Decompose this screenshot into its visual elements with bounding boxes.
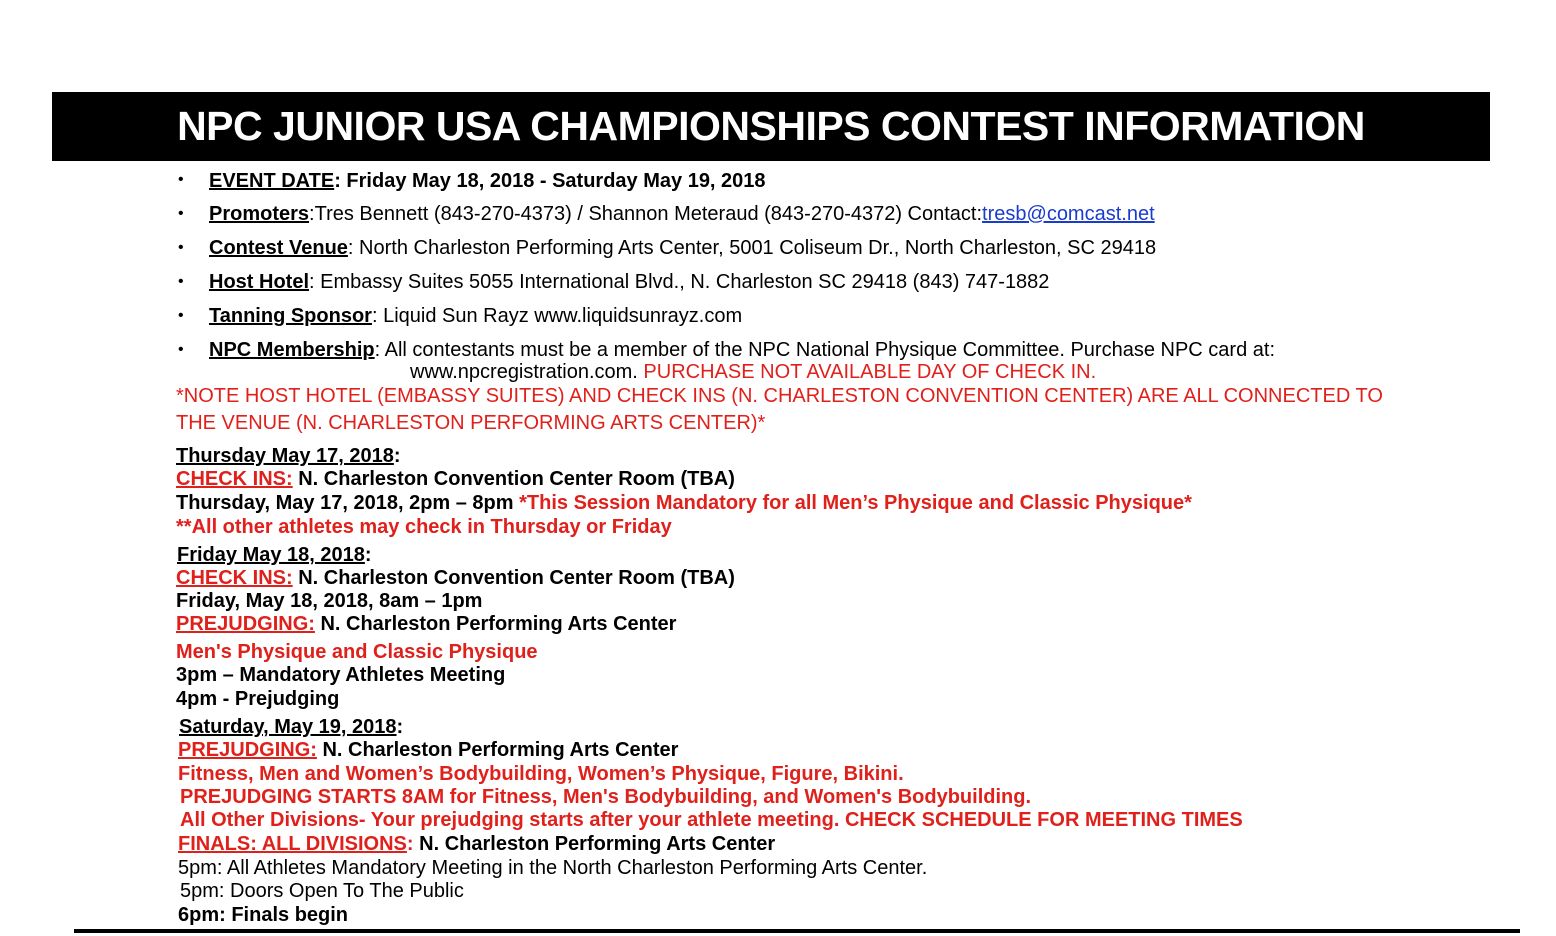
saturday-date: Saturday, May 19, 2018	[179, 716, 397, 738]
saturday-other-divisions	[180, 808, 1243, 832]
friday-prejudging-label: PREJUDGING:	[176, 613, 315, 635]
friday-checkins-label: CHECK INS:	[176, 567, 293, 589]
membership-value: : All contestants must be a member of the NPC National Physique Committee. Purchase NPC card at:	[374, 339, 1275, 361]
event-date-line	[209, 169, 766, 193]
friday-divisions: Men's Physique and Classic Physique	[176, 641, 538, 663]
tanning-line	[209, 304, 742, 328]
bullet: •	[178, 239, 184, 256]
thursday-time: Thursday, May 17, 2018, 2pm – 8pm	[176, 492, 520, 514]
saturday-prejudging-line	[178, 738, 678, 762]
bottom-divider	[74, 929, 1520, 933]
friday-heading	[177, 543, 372, 567]
thursday-checkins-line	[176, 467, 735, 491]
venue-label: Contest Venue	[209, 237, 348, 259]
finals-place: N. Charleston Performing Arts Center	[413, 833, 776, 855]
thursday-time-line	[176, 491, 1192, 515]
hotel-label: Host Hotel	[209, 271, 309, 293]
colon: :	[406, 833, 414, 855]
saturday-heading	[179, 715, 403, 739]
friday-prejudging-time: 4pm - Prejudging	[176, 688, 340, 710]
contact-email-link[interactable]: tresb@comcast.net	[982, 203, 1155, 225]
saturday-prejudging-label: PREJUDGING:	[178, 739, 317, 761]
hotel-value: : Embassy Suites 5055 International Blvd., N. Charleston SC 29418 (843) 747-1882	[309, 271, 1050, 293]
thursday-others-note: **All other athletes may check in Thursday or Friday	[176, 516, 672, 538]
saturday-athlete-meeting: 5pm: All Athletes Mandatory Meeting in the North Charleston Performing Arts Center.	[178, 857, 928, 879]
membership-url: www.npcregistration.com.	[410, 361, 638, 383]
saturday-prejudging-start: PREJUDGING STARTS 8AM for Fitness, Men's Bodybuilding, and Women's Bodybuilding.	[180, 786, 1032, 808]
finals-label: FINALS: ALL DIVISIONS	[178, 833, 407, 855]
tanning-value: : Liquid Sun Rayz www.liquidsunrayz.com	[371, 305, 743, 327]
event-date-value: : Friday May 18, 2018 - Saturday May 19, 2018	[334, 170, 766, 192]
saturday-finals-begin: 6pm: Finals begin	[178, 904, 349, 926]
bullet: •	[178, 307, 184, 324]
friday-date: Friday May 18, 2018	[177, 544, 365, 566]
page-title-bar	[52, 92, 1490, 161]
other-divisions-text: All Other Divisions- Your prejudging starts after your athlete meeting.	[180, 809, 845, 831]
thursday-date: Thursday May 17, 2018	[176, 445, 394, 467]
friday-checkins-place: N. Charleston Convention Center Room (TBA)	[292, 567, 735, 589]
tanning-label: Tanning Sponsor	[209, 305, 372, 327]
venue-line	[209, 236, 1156, 260]
venue-value: : North Charleston Performing Arts Center, 5001 Coliseum Dr., North Charleston, SC 29418	[347, 237, 1157, 259]
membership-warning: PURCHASE NOT AVAILABLE DAY OF CHECK IN.	[637, 361, 1097, 383]
friday-time: Friday, May 18, 2018, 8am – 1pm	[176, 590, 483, 612]
friday-meeting: 3pm – Mandatory Athletes Meeting	[176, 664, 506, 686]
friday-checkins-line	[176, 566, 735, 590]
venue-note-line-1: *NOTE HOST HOTEL (EMBASSY SUITES) AND CHECK INS (N. CHARLESTON CONVENTION CENTER) ARE ALL CONNECTED TO	[176, 385, 1383, 407]
bullet: •	[178, 341, 184, 358]
membership-line-2	[410, 360, 1096, 384]
saturday-prejudging-place: N. Charleston Performing Arts Center	[316, 739, 679, 761]
colon: :	[393, 445, 401, 467]
thursday-checkins-place: N. Charleston Convention Center Room (TBA)	[292, 468, 735, 490]
page-title: NPC JUNIOR USA CHAMPIONSHIPS CONTEST INFORMATION	[177, 103, 1365, 149]
venue-note-line-2: THE VENUE (N. CHARLESTON PERFORMING ARTS CENTER)*	[176, 412, 766, 434]
bullet: •	[178, 171, 184, 188]
promoters-value: :Tres Bennett (843-270-4373) / Shannon Meteraud (843-270-4372) Contact:	[309, 203, 983, 225]
saturday-divisions: Fitness, Men and Women’s Bodybuilding, Women’s Physique, Figure, Bikini.	[178, 763, 904, 785]
saturday-finals-line	[178, 832, 775, 856]
promoters-line	[209, 202, 1155, 226]
saturday-doors-open: 5pm: Doors Open To The Public	[180, 880, 464, 902]
thursday-mandatory-note: *This Session Mandatory for all Men’s Physique and Classic Physique*	[519, 492, 1192, 514]
promoters-label: Promoters	[209, 203, 310, 225]
colon: :	[364, 544, 372, 566]
friday-prejudging-place: N. Charleston Performing Arts Center	[314, 613, 677, 635]
thursday-checkins-label: CHECK INS:	[176, 468, 293, 490]
membership-label: NPC Membership	[209, 339, 375, 361]
friday-prejudging-line	[176, 612, 676, 636]
check-schedule-text: CHECK SCHEDULE FOR MEETING TIMES	[844, 809, 1243, 831]
bullet: •	[178, 205, 184, 222]
hotel-line	[209, 270, 1049, 294]
event-date-label: EVENT DATE	[209, 170, 335, 192]
thursday-heading	[176, 444, 401, 468]
membership-line	[209, 338, 1275, 362]
bullet: •	[178, 273, 184, 290]
colon: :	[396, 716, 404, 738]
